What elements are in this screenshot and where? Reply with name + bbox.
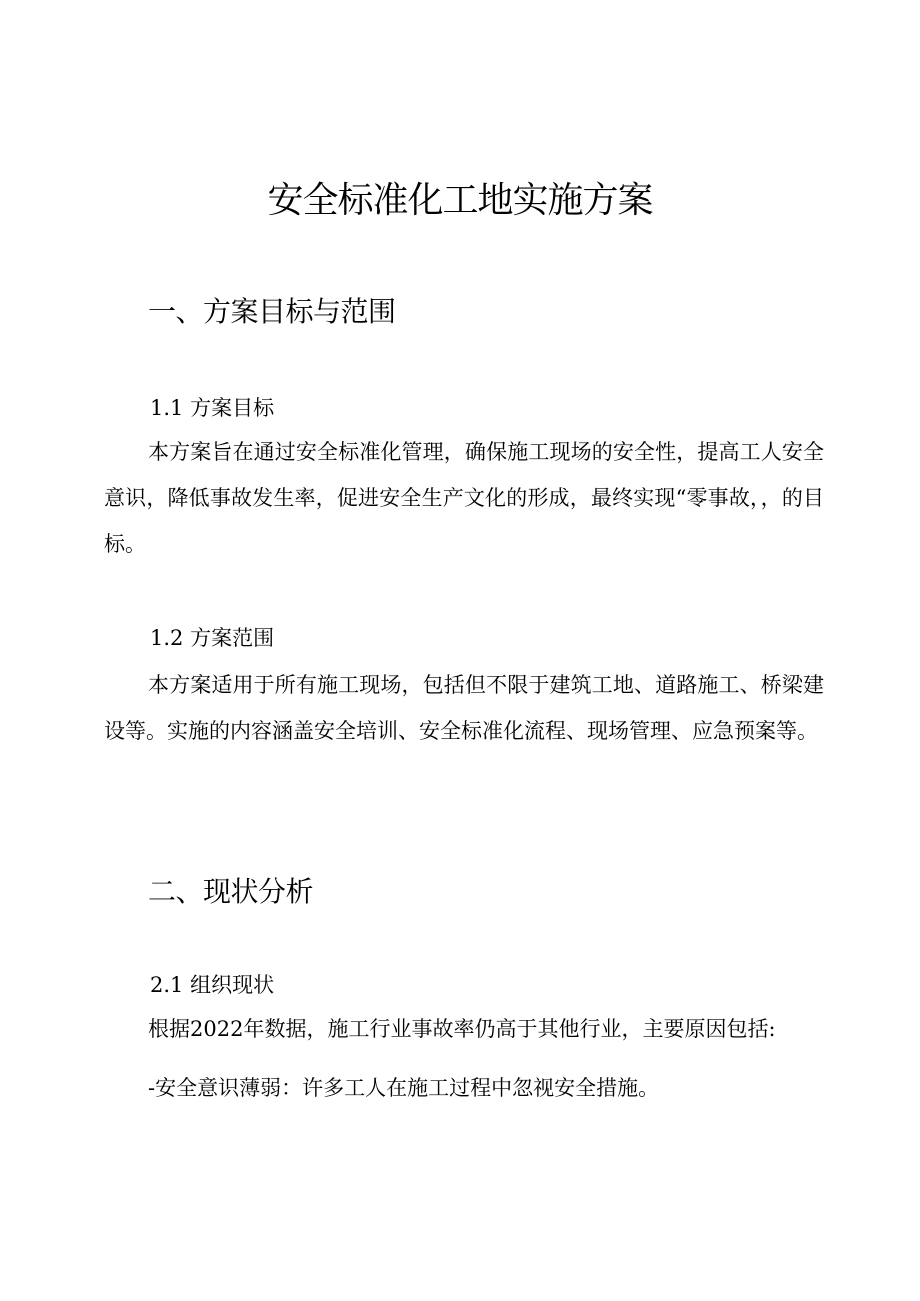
section-heading-1: 一、方案目标与范围: [148, 295, 396, 328]
subsection-heading-1-1: 1.1 方案目标: [150, 396, 275, 420]
paragraph-1-1: 本方案旨在通过安全标准化管理，确保施工现场的安全性，提高工人安全意识，降低事故发生率，促进安全生产文化的形成，最终实现“零事故，，的目标。: [104, 440, 824, 556]
section-heading-2: 二、现状分析: [148, 875, 314, 908]
subsection-heading-2-1: 2.1 组织现状: [150, 973, 275, 997]
paragraph-1-2: 本方案适用于所有施工现场，包括但不限于建筑工地、道路施工、桥梁建设等。实施的内容涵盖安全培训、安全标准化流程、现场管理、应急预案等。: [104, 673, 824, 743]
paragraph-2-1: 根据2022年数据，施工行业事故率仍高于其他行业，主要原因包括:: [148, 1017, 776, 1041]
subsection-heading-1-2: 1.2 方案范围: [150, 626, 275, 650]
list-item: -安全意识薄弱：许多工人在施工过程中忽视安全措施。: [148, 1076, 660, 1100]
document-title: 安全标准化工地实施方案: [267, 180, 653, 221]
